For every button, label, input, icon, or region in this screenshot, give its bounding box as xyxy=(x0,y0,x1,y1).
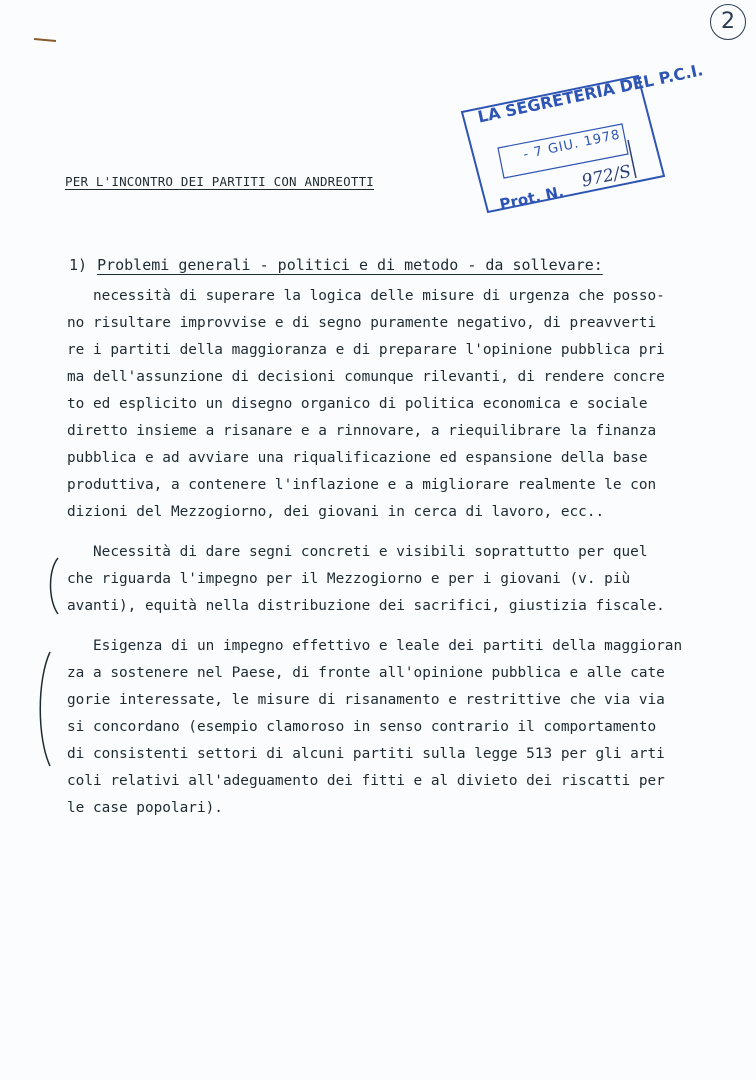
text-line: re i partiti della maggioranza e di preparare l'opinione pubblica pri xyxy=(67,342,665,358)
text-line: to ed esplicito un disegno organico di politica economica e sociale xyxy=(67,396,648,412)
text-line: gorie interessate, le misure di risanamento e restrittive che via via xyxy=(67,692,665,708)
stamp-date: - 7 GIU. 1978 xyxy=(522,127,622,163)
stamp-header: LA SEGRETERIA DEL P.C.I. xyxy=(476,60,705,127)
text-line: che riguarda l'impegno per il Mezzogiorno e per i giovani (v. più xyxy=(67,571,631,587)
text-line: za a sostenere nel Paese, di fronte all'opinione pubblica e alle cate xyxy=(67,665,665,681)
text-line: no risultare improvvise e di segno puramente negativo, di preavverti xyxy=(67,315,657,331)
text-line: dizioni del Mezzogiorno, dei giovani in cerca di lavoro, ecc.. xyxy=(67,504,605,520)
pen-mark xyxy=(34,37,58,43)
text-line: coli relativi all'adeguamento dei fitti e al divieto dei riscatti per xyxy=(67,773,665,789)
text-line: avanti), equità nella distribuzione dei sacrifici, giustizia fiscale. xyxy=(67,598,665,614)
text-line: Esigenza di un impegno effettivo e leale dei partiti della maggioran xyxy=(67,638,683,654)
margin-bracket-2 xyxy=(34,650,54,768)
section-number: 1) xyxy=(69,256,88,274)
margin-bracket-1 xyxy=(46,556,62,616)
paragraph-2 xyxy=(67,539,719,620)
stamp-protocol-label: Prot. N. xyxy=(498,182,566,214)
section-heading xyxy=(69,256,603,274)
protocol-stamp xyxy=(460,60,705,214)
text-line: di consistenti settori di alcuni partiti sulla legge 513 per gli arti xyxy=(67,746,665,762)
text-line: ma dell'assunzione di decisioni comunque rilevanti, di rendere concre xyxy=(67,369,665,385)
text-line: produttiva, a contenere l'inflazione e a migliorare realmente le con xyxy=(67,477,657,493)
paragraph-1 xyxy=(67,283,719,526)
page-number: 2 xyxy=(710,4,746,40)
paragraph-3 xyxy=(67,633,719,822)
text-line: diretto insieme a risanare e a rinnovare, a riequilibrare la finanza xyxy=(67,423,657,439)
section-heading-text: Problemi generali - politici e di metodo - da sollevare: xyxy=(97,256,603,274)
text-line: le case popolari). xyxy=(67,800,223,816)
text-line: pubblica e ad avviare una riqualificazione ed espansione della base xyxy=(67,450,648,466)
text-line: necessità di superare la logica delle misure di urgenza che posso- xyxy=(67,288,665,304)
text-line: Necessità di dare segni concreti e visibili soprattutto per quel xyxy=(67,544,648,560)
stamp-protocol-number: 972/S xyxy=(580,161,633,192)
document-title: PER L'INCONTRO DEI PARTITI CON ANDREOTTI xyxy=(65,174,375,189)
text-line: si concordano (esempio clamoroso in senso contrario il comportamento xyxy=(67,719,657,735)
